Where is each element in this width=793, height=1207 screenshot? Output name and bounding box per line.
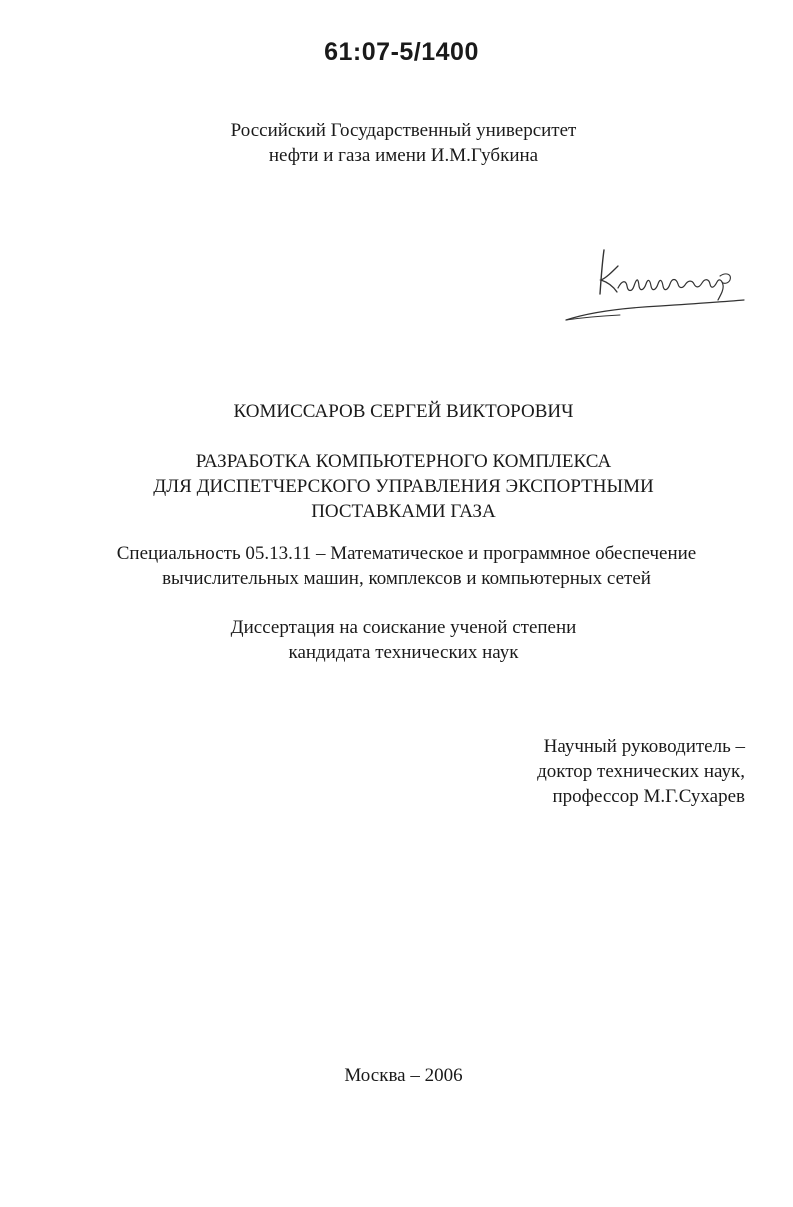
author-block [0, 399, 793, 424]
supervisor-block [537, 734, 745, 809]
handwritten-signature [560, 236, 750, 326]
author-name: КОМИССАРОВ СЕРГЕЙ ВИКТОРОВИЧ [233, 401, 574, 422]
specialty-line-2: вычислительных машин, комплексов и компьютерных сетей [162, 568, 651, 589]
degree-line-2: кандидата технических наук [288, 642, 519, 663]
specialty-block [0, 541, 793, 591]
city-year: Москва – 2006 [344, 1065, 463, 1086]
title-line-1: РАЗРАБОТКА КОМПЬЮТЕРНОГО КОМПЛЕКСА [195, 451, 612, 472]
archive-code: 61:07-5/1400 [324, 38, 479, 66]
dissertation-title [0, 449, 793, 524]
supervisor-line-1: Научный руководитель – [543, 736, 745, 757]
degree-line-1: Диссертация на соискание ученой степени [230, 617, 577, 638]
supervisor-line-2: доктор технических наук, [537, 761, 745, 782]
title-line-2: ДЛЯ ДИСПЕТЧЕРСКОГО УПРАВЛЕНИЯ ЭКСПОРТНЫМИ [153, 476, 654, 497]
university-block [0, 118, 793, 168]
title-line-3: ПОСТАВКАМИ ГАЗА [311, 501, 496, 522]
university-line-2: нефти и газа имени И.М.Губкина [268, 145, 539, 166]
university-line-1: Российский Государственный университет [230, 120, 577, 141]
archive-stamp [0, 38, 793, 67]
supervisor-line-3: профессор М.Г.Сухарев [552, 786, 745, 807]
city-year-block [0, 1063, 793, 1088]
specialty-line-1: Специальность 05.13.11 – Математическое и программное обеспечение [116, 543, 697, 564]
degree-block [0, 615, 793, 665]
